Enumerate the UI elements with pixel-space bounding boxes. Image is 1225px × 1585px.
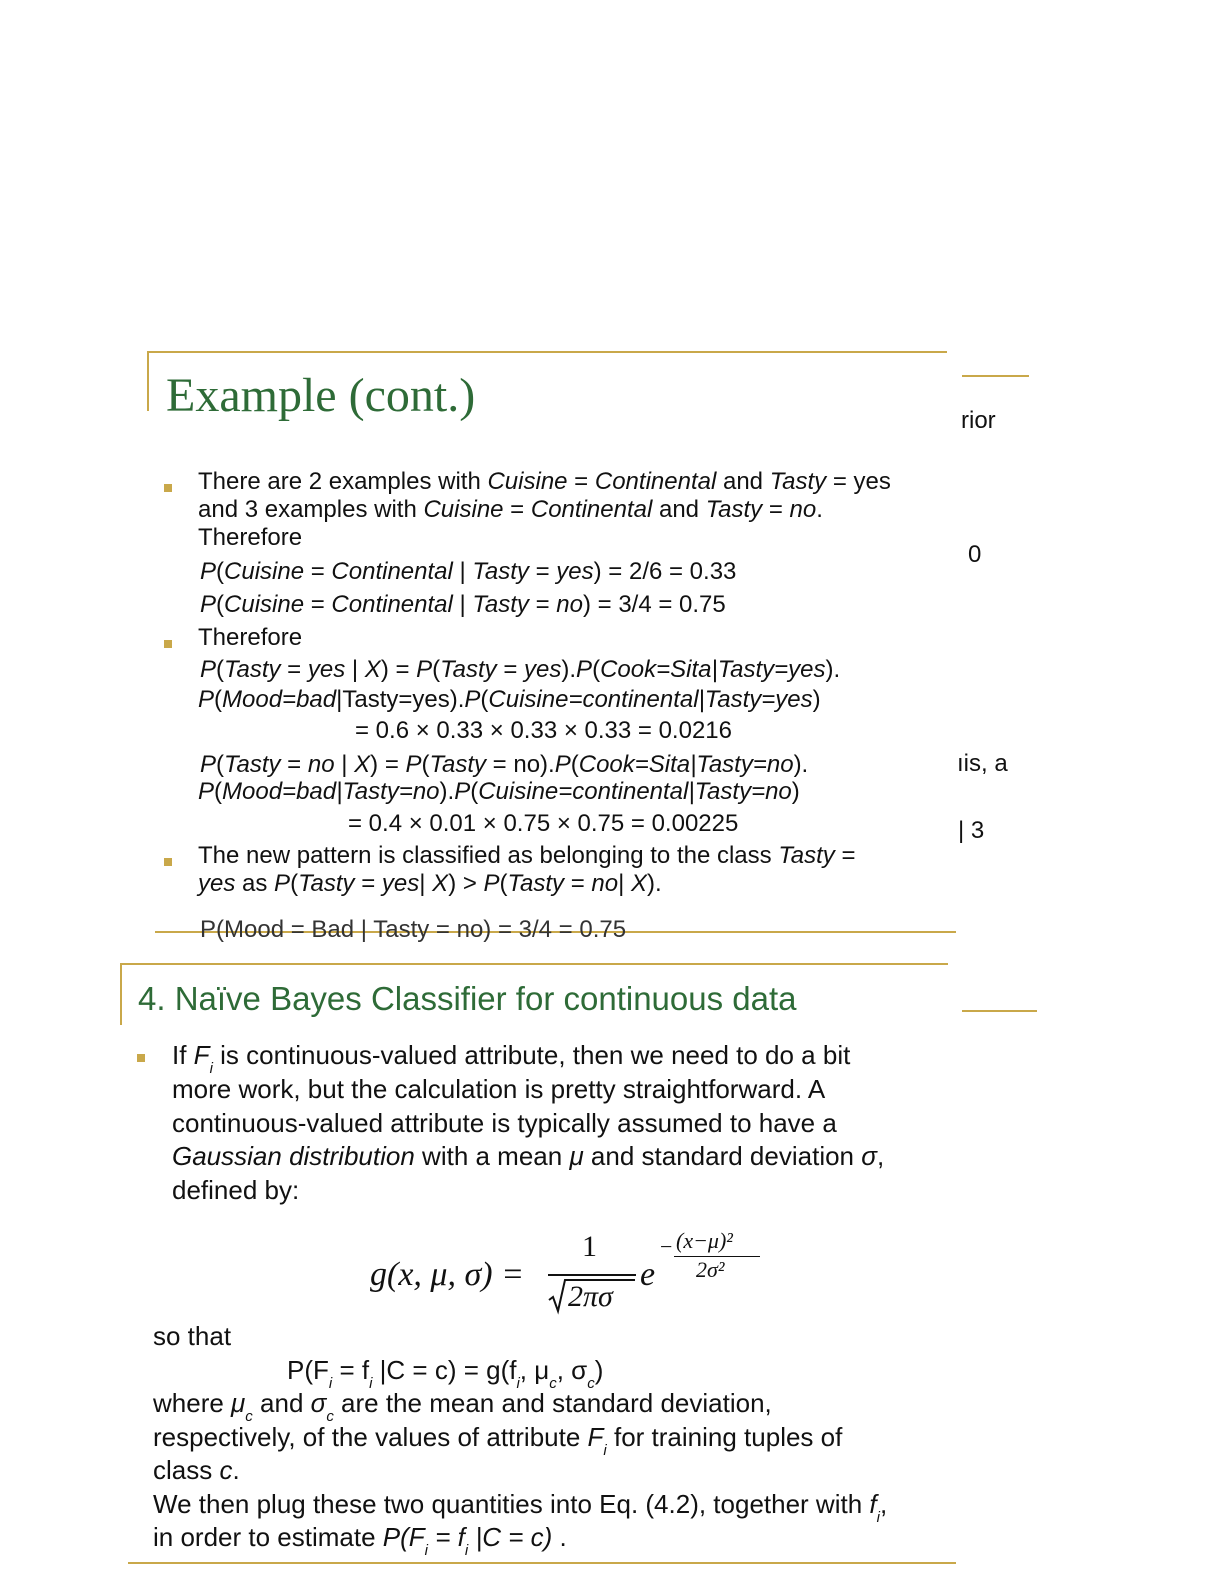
formula-lhs: g(x, μ, σ) = — [370, 1256, 525, 1293]
s1-b2-yes-line1: P(Tasty = yes | X) = P(Tasty = yes).P(Cook=Sita|Tasty=yes). — [200, 656, 841, 683]
plug-line1: We then plug these two quantities into Eq. (4.2), together with $f_i$, — [153, 1489, 888, 1526]
back-slide-fragment-3: | 3 — [958, 817, 985, 844]
slide1-top-rule — [147, 351, 947, 353]
probability-equation: $P(F_i = f_i$ $|C = c) = g(f_i$, $\mu_c$, $\sigma_c$) — [287, 1355, 604, 1392]
s1-b2-yes-result: = 0.6 × 0.33 × 0.33 × 0.33 = 0.0216 — [355, 717, 732, 744]
back-slide-fragment-0: 0 — [968, 541, 982, 568]
formula-exp-numerator: (x−μ)² — [676, 1228, 733, 1253]
back-slide-top-rule — [962, 375, 1029, 377]
so-that-text: so that — [153, 1321, 232, 1351]
s2-p1-line3: continuous-valued attribute is typically assumed to have a — [172, 1108, 837, 1138]
where-line1: where $\mu_c$ and $\sigma_c$ are the mean and standard deviation, — [153, 1388, 772, 1425]
bullet-3 — [164, 858, 172, 866]
s1-b3-line1: The new pattern is classified as belonging to the class Tasty = — [198, 842, 856, 869]
s1-b1-eq2: P(Cuisine = Continental | Tasty = no) = 3/4 = 0.75 — [200, 591, 726, 618]
plug-line2: in order to estimate $P(F_i = f_i$ |C = c) . — [153, 1522, 567, 1559]
formula-numerator: 1 — [582, 1230, 597, 1263]
s2-p1-line4: Gaussian distribution with a mean μ and standard deviation σ, — [172, 1141, 885, 1171]
formula-exp-denominator: 2σ² — [696, 1257, 725, 1282]
s2-p1-line1: If $F_i$ is continuous-valued attribute, then we need to do a bit — [172, 1040, 851, 1077]
back-slide-fragment-rior: rior — [961, 407, 996, 434]
where-line2: respectively, of the values of attribute $F_i$ for training tuples of — [153, 1422, 843, 1459]
s1-b1-eq1: P(Cuisine = Continental | Tasty = yes) = 2/6 = 0.33 — [200, 558, 737, 585]
s1-b2-no-line1: P(Tasty = no | X) = P(Tasty = no).P(Cook=Sita|Tasty=no). — [200, 751, 809, 778]
formula-base-e: e — [640, 1256, 656, 1293]
slide1-title: Example (cont.) — [166, 369, 476, 422]
slide1-left-rule — [147, 351, 149, 411]
sqrt-sign-icon — [548, 1278, 568, 1314]
s2-p1-line5: defined by: — [172, 1175, 300, 1205]
slide2-top-rule — [120, 963, 948, 965]
s1-b1-line1: There are 2 examples with Cuisine = Continental and Tasty = yes — [198, 468, 891, 495]
formula-denominator: 2πσ — [568, 1280, 613, 1313]
bullet-2 — [164, 640, 172, 648]
s1-b1-line3: Therefore — [198, 524, 303, 551]
where-line3: class c. — [153, 1455, 240, 1485]
slide2-bottom-rule — [128, 1562, 956, 1564]
back-slide-fragment-is-a: ıis, a — [957, 750, 1008, 777]
gaussian-formula — [370, 1228, 790, 1318]
s1-b2-no-result: = 0.4 × 0.01 × 0.75 × 0.75 = 0.00225 — [348, 810, 739, 837]
back-slide-cut-line — [200, 916, 760, 946]
formula-fraction-bar — [548, 1274, 636, 1276]
back-slide-rule-2 — [962, 1010, 1037, 1012]
bullet-1 — [164, 484, 172, 492]
back-slide-cut-text: P(Mood = Bad | Tasty = no) = 3/4 = 0.75 — [200, 916, 627, 943]
s2-p1-line2: more work, but the calculation is pretty straightforward. A — [172, 1074, 826, 1104]
s1-b3-line2: yes as P(Tasty = yes| X) > P(Tasty = no| X). — [198, 870, 662, 897]
slide2-title: 4. Naïve Bayes Classifier for continuous data — [138, 980, 797, 1017]
bullet-4 — [137, 1054, 145, 1062]
slide2-left-rule — [120, 963, 122, 1025]
formula-exp-sign: − — [660, 1234, 673, 1259]
s1-b2-label: Therefore — [198, 624, 303, 651]
s1-b2-no-line2: P(Mood=bad|Tasty=no).P(Cuisine=continental|Tasty=no) — [198, 778, 800, 805]
s1-b1-line2: and 3 examples with Cuisine = Continental and Tasty = no. — [198, 496, 823, 523]
s1-b2-yes-line2: P(Mood=bad|Tasty=yes).P(Cuisine=continental|Tasty=yes) — [198, 686, 821, 713]
